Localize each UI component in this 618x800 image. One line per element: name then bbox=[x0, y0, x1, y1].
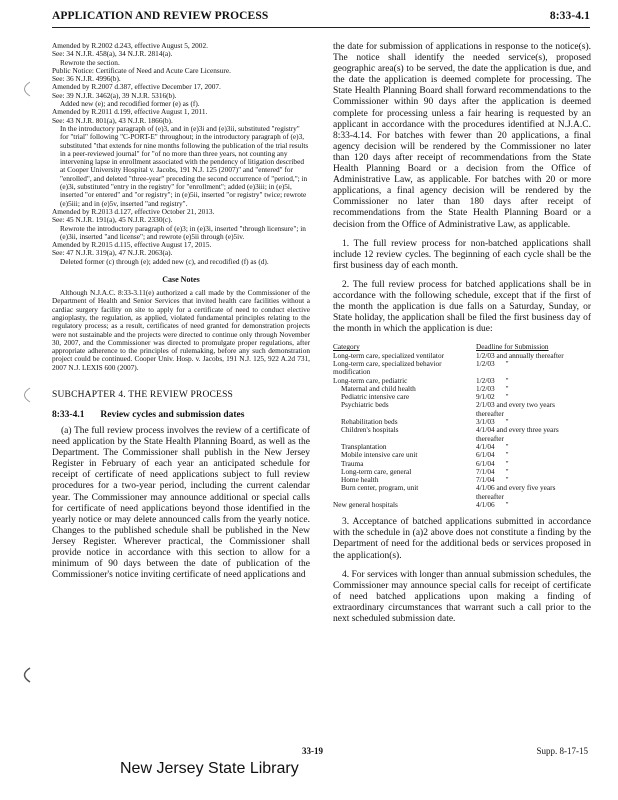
schedule-deadline: 4/1/06 and every five years bbox=[476, 483, 556, 493]
history-note: Public Notice: Certificate of Need and Acute Care Licensure. bbox=[52, 65, 231, 75]
submission-schedule-table bbox=[333, 343, 591, 509]
history-note: Amended by R.2011 d.199, effective August 1, 2011. bbox=[52, 107, 208, 117]
library-watermark: New Jersey State Library bbox=[120, 760, 299, 777]
paragraph-a-part1: (a) The full review process involves the review of a certificate of need application by the State Health Planning Board, as well as the Department. The Commissioner shall publish in the New Jersey Register in February of each year an anticipated schedule for receipt of certificate of need applications subject to full review procedures for a two-year period, including the current calendar year. The Commissioner may announce additional or special calls for certificate of need applications beyond those identified in the yearly notice or may delete announced calls from the yearly notice. Changes to the published schedule shall be published in the New Jersey Register. Wherever practical, the Commissioner shall provide notice in accordance with this section to allow for a minimum of 90 days between the date of publication of the Commissioner's notice inviting certificate of need applications and bbox=[52, 425, 310, 581]
schedule-category: modification bbox=[333, 367, 371, 377]
schedule-deadline: 2/1/03 and every two years bbox=[476, 400, 556, 410]
schedule-category: Long-term care, specialized behavior bbox=[333, 358, 442, 368]
history-notes bbox=[52, 42, 310, 266]
supplement-date: Supp. 8-17-15 bbox=[536, 746, 588, 756]
schedule-deadline: 6/1/04 " bbox=[476, 450, 509, 460]
case-notes-text: Although N.J.A.C. 8:33-3.11(e) authorized a call made by the Commissioner of the Department of Health and Senior Services that invited health care facilities without a cardiac surgery facility on site to apply for a certificate of need to conduct elective angioplasty, the regulation, as applied, violated fundamental principles relating to the regulatory process; as a result, certificates of need granted for demonstration projects were not sustainable and the projects were directed to continue only through November 30, 2007, and the Commissioner was directed to promulgate proper regulations, after appropriate adherence to the principles of rulemaking, before any such demonstration project could be continued. Cooper Univ. Hosp. v. Jacobs, 191 N.J. 125, 922 A.2d 731, 2007 N.J. LEXIS 600 (2007). bbox=[52, 288, 310, 372]
schedule-row bbox=[333, 484, 591, 492]
history-note: See: 36 N.J.R. 4996(b). bbox=[52, 74, 121, 84]
schedule-row bbox=[333, 360, 591, 368]
schedule-deadline: thereafter bbox=[476, 491, 504, 501]
schedule-category: Long-term care, specialized ventilator bbox=[333, 350, 445, 360]
paragraph-a-part2: the date for submission of applications in response to the notice(s). The notice shall identify the needed service(s), proposed geographic area(s) to be served, the date the application is due, and the date the application is deemed complete for processing. The State Health Planning Board shall forward recommendations to the Commissioner within 90 days after the application is deemed complete for processing unless a fair hearing is requested by an applicant in accordance with the procedures identified at N.J.A.C. 8:33-4.14. For batches with fewer than 20 applications, a final agency decision will be rendered by the Commissioner no later than 120 days after receipt of recommendations from the State Health Planning Board or a decision from the Office of Administrative Law, as applicable. For batches with 20 or more applications, a final agency decision will be rendered by the Commissioner no later than 180 days after receipt of recommendations from the State Health Planning Board or a decision from the Office of Administrative Law, as applicable. bbox=[333, 42, 591, 230]
history-note: Amended by R.2015 d.115, effective August 17, 2015. bbox=[52, 240, 212, 250]
history-note: Rewrote the section. bbox=[60, 57, 120, 67]
section-number: 8:33-4.1 bbox=[52, 409, 85, 420]
right-column bbox=[333, 42, 591, 633]
schedule-row bbox=[333, 451, 591, 459]
history-note: See: 34 N.J.R. 458(a), 34 N.J.R. 2814(a). bbox=[52, 49, 173, 59]
header-title: APPLICATION AND REVIEW PROCESS bbox=[52, 10, 269, 22]
history-note: In the introductory paragraph of (e)3, and in (e)3i and (e)3ii, substituted "registry" for "trial" following "C-PORT-E" throughout; in the introductory paragraph of (e)3, substituted "that extends for nine months following the publication of the trial results in a peer-reviewed journal" for "of no more than three years, not counting any intervening lapse in enrollment associated with the pendency of litigation described at Cooper University Hospital v. Jacobs, 191 N.J. 125 (2007)" and "entered" for "enrolled", and deleted "three-year" preceding the second occurrence of "period,"; in (e)3i, substituted "entry in the registry" for "enrollment"; added (e)3iii; in (e)5i, inserted "or entered" and "or registry"; in (e)5ii, inserted "or registry" twice; rewrote (e)5iii; and in (e)5v, inserted "and registry". bbox=[60, 123, 309, 208]
item-4: 4. For services with longer than annual submission schedules, the Commissioner may announce special calls for receipt of certificate of need batched applications upon making a finding of extraordinary circumstances that warrant such a call prior to the next scheduled submission date. bbox=[333, 569, 591, 625]
history-note: Amended by R.2002 d.243, effective August 5, 2002. bbox=[52, 41, 208, 50]
schedule-category: New general hospitals bbox=[333, 499, 398, 509]
history-note: See: 47 N.J.R. 319(a), 47 N.J.R. 2063(a). bbox=[52, 248, 173, 258]
schedule-row bbox=[333, 501, 591, 509]
item-1: 1. The full review process for non-batched applications shall include 12 review cycles. The beginning of each cycle shall be the first business day of each month. bbox=[333, 238, 591, 271]
punch-hole-mark bbox=[16, 80, 34, 98]
punch-hole-mark bbox=[16, 666, 34, 684]
punch-hole-mark bbox=[16, 386, 34, 404]
schedule-deadline: 1/2/03 " bbox=[476, 375, 509, 385]
history-note: Amended by R.2013 d.127, effective October 21, 2013. bbox=[52, 206, 215, 216]
schedule-category: Transplantation bbox=[341, 441, 387, 451]
item-3: 3. Acceptance of batched applications submitted in accordance with the schedule in (a)2 above does not constitute a finding by the Department of need for the additional beds or services proposed in the application(s). bbox=[333, 517, 591, 561]
schedule-deadline: 7/1/04 " bbox=[476, 475, 509, 485]
schedule-category: Long-term care, pediatric bbox=[333, 375, 408, 385]
history-note: Deleted former (c) through (e); added new (c), and recodified (f) as (d). bbox=[60, 256, 269, 266]
schedule-deadline: 4/1/04 " bbox=[476, 441, 509, 451]
schedule-deadline: 9/1/02 " bbox=[476, 392, 509, 402]
schedule-deadline: 3/1/03 " bbox=[476, 417, 509, 427]
schedule-row bbox=[333, 426, 591, 434]
schedule-category: Long-term care, general bbox=[341, 466, 412, 476]
history-note: Rewrote the introductory paragraph of (e)3; in (e)3i, inserted "through licensure"; in (e)3ii, inserted "and license"; and rewrote (e)5ii through (e)5iv. bbox=[60, 223, 306, 241]
header-rule bbox=[52, 27, 590, 28]
section-heading bbox=[52, 410, 310, 420]
case-notes-title: Case Notes bbox=[162, 275, 200, 285]
schedule-category: Psychiatric beds bbox=[341, 400, 389, 410]
schedule-category: Home health bbox=[341, 475, 379, 485]
history-note: Added new (e); and recodified former (e) as (f). bbox=[60, 99, 200, 109]
schedule-deadline: 1/2/03 " bbox=[476, 383, 509, 393]
history-note: Amended by R.2007 d.387, effective December 17, 2007. bbox=[52, 82, 221, 92]
schedule-deadline: 1/2/03 " bbox=[476, 358, 509, 368]
left-column bbox=[52, 42, 310, 587]
schedule-deadline: 1/2/03 and annually thereafter bbox=[476, 350, 564, 360]
schedule-col-deadline: Deadline for Submission bbox=[476, 342, 549, 352]
history-note: See: 43 N.J.R. 801(a), 43 N.J.R. 1866(b). bbox=[52, 115, 173, 125]
item-2: 2. The full review process for batched applications shall be in accordance with the following schedule, except that if the first of the month the application is due falls on a Saturday, Sunday, or State holiday, the application shall be filed the first business day of the month in which the application is due: bbox=[333, 279, 591, 335]
schedule-deadline: 4/1/04 and every three years bbox=[476, 425, 559, 435]
schedule-category: Maternal and child health bbox=[341, 383, 416, 393]
schedule-category: Burn center, program, unit bbox=[341, 483, 419, 493]
schedule-row bbox=[333, 401, 591, 409]
schedule-deadline: 7/1/04 " bbox=[476, 466, 509, 476]
schedule-category: Rehabilitation beds bbox=[341, 417, 398, 427]
schedule-col-category: Category bbox=[333, 342, 360, 352]
section-title: Review cycles and submission dates bbox=[100, 409, 245, 420]
schedule-category: Children's hospitals bbox=[341, 425, 399, 435]
schedule-deadline: 6/1/04 " bbox=[476, 458, 509, 468]
schedule-deadline: thereafter bbox=[476, 408, 504, 418]
schedule-category: Trauma bbox=[341, 458, 364, 468]
history-note: See: 45 N.J.R. 191(a), 45 N.J.R. 2330(c). bbox=[52, 215, 173, 225]
schedule-deadline: 4/1/06 " bbox=[476, 499, 509, 509]
schedule-deadline: thereafter bbox=[476, 433, 504, 443]
schedule-category: Mobile intensive care unit bbox=[341, 450, 418, 460]
subchapter-heading: SUBCHAPTER 4. THE REVIEW PROCESS bbox=[52, 389, 234, 400]
schedule-category: Pediatric intensive care bbox=[341, 392, 410, 402]
page-number: 33-19 bbox=[302, 746, 323, 756]
header-section-number: 8:33-4.1 bbox=[549, 10, 590, 22]
history-note: See: 39 N.J.R. 3462(a), 39 N.J.R. 5316(b). bbox=[52, 90, 177, 100]
